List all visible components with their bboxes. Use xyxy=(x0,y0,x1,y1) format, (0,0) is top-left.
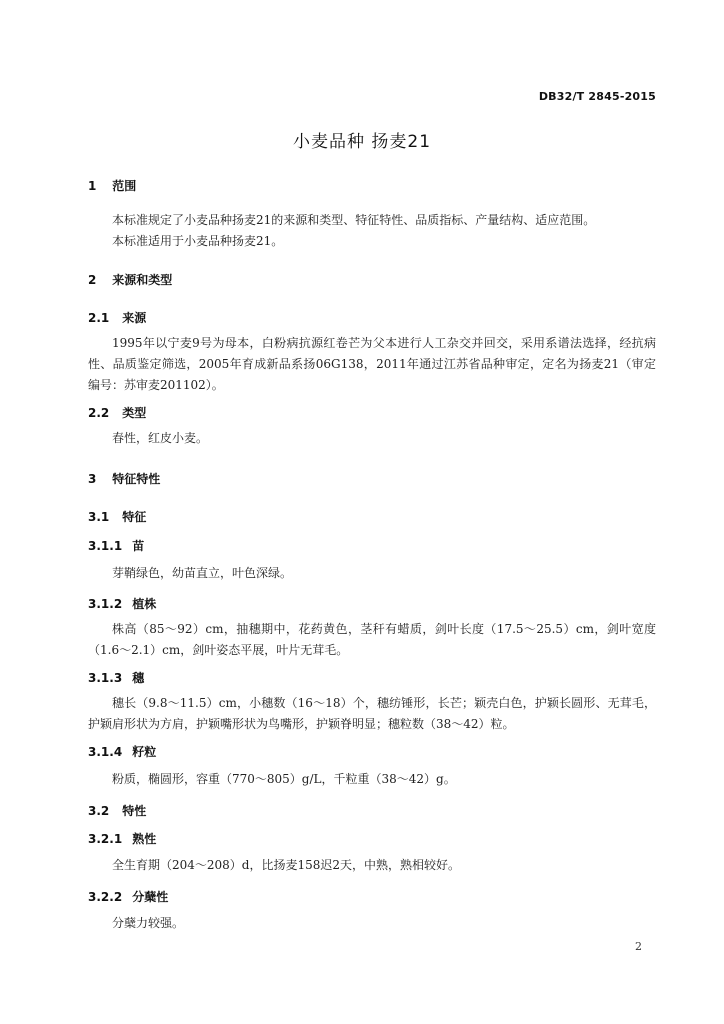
heading-3-1-4-title: 籽粒 xyxy=(132,745,157,759)
seedling-paragraph: 芽鞘绿色，幼苗直立，叶色深绿。 xyxy=(112,566,293,580)
grain-paragraph: 粉质，椭圆形，容重（770～805）g/L，千粒重（38～42）g。 xyxy=(112,772,456,786)
heading-1 xyxy=(88,177,136,194)
heading-2-1 xyxy=(88,309,146,326)
heading-3-2-1-title: 熟性 xyxy=(132,832,157,846)
tillering-paragraph: 分蘖力较强。 xyxy=(112,916,185,930)
page-number: 2 xyxy=(635,940,642,953)
heading-3-1-1 xyxy=(88,537,144,554)
heading-2-2-title: 类型 xyxy=(122,406,147,420)
heading-3-1-3-number: 3.1.3 xyxy=(88,671,123,685)
heading-3-1-3-title: 穗 xyxy=(132,671,145,685)
standard-code: DB32/T 2845-2015 xyxy=(538,90,656,103)
type-paragraph: 春性，红皮小麦。 xyxy=(112,431,209,445)
heading-3-1-3 xyxy=(88,669,144,686)
heading-3-2-2 xyxy=(88,888,168,905)
heading-1-number: 1 xyxy=(88,179,97,193)
heading-3-1-2-title: 植株 xyxy=(132,597,157,611)
heading-2-2-number: 2.2 xyxy=(88,406,110,420)
scope-paragraph-2: 本标准适用于小麦品种扬麦21。 xyxy=(112,234,284,248)
heading-3 xyxy=(88,470,160,487)
heading-2 xyxy=(88,271,172,288)
heading-3-1 xyxy=(88,508,146,525)
heading-3-title: 特征特性 xyxy=(112,472,161,486)
heading-2-title: 来源和类型 xyxy=(112,273,173,287)
heading-3-1-1-title: 苗 xyxy=(132,539,145,553)
heading-3-1-number: 3.1 xyxy=(88,510,110,524)
heading-3-2-title: 特性 xyxy=(122,804,147,818)
heading-3-1-2-number: 3.1.2 xyxy=(88,597,123,611)
heading-1-title: 范围 xyxy=(112,179,137,193)
heading-2-1-title: 来源 xyxy=(122,311,147,325)
heading-3-2-number: 3.2 xyxy=(88,804,110,818)
heading-3-2-2-number: 3.2.2 xyxy=(88,890,123,904)
maturity-paragraph: 全生育期（204～208）d，比扬麦158迟2天，中熟，熟相较好。 xyxy=(112,858,461,872)
heading-3-2-1-number: 3.2.1 xyxy=(88,832,123,846)
plant-paragraph: 株高（85～92）cm，抽穗期中，花药黄色，茎秆有蜡质，剑叶长度（17.5～25.5）cm，剑叶宽度（1.6～2.1）cm，剑叶姿态平展，叶片无茸毛。 xyxy=(88,622,656,657)
heading-3-1-4-number: 3.1.4 xyxy=(88,745,123,759)
heading-3-1-1-number: 3.1.1 xyxy=(88,539,123,553)
page-title: 小麦品种 扬麦21 xyxy=(292,132,432,152)
heading-3-1-title: 特征 xyxy=(122,510,147,524)
heading-2-2 xyxy=(88,404,146,421)
heading-2-number: 2 xyxy=(88,273,97,287)
scope-paragraph-1: 本标准规定了小麦品种扬麦21的来源和类型、特征特性、品质指标、产量结构、适应范围。 xyxy=(112,213,596,227)
heading-2-1-number: 2.1 xyxy=(88,311,110,325)
spike-paragraph: 穗长（9.8～11.5）cm，小穗数（16～18）个，穗纺锤形，长芒；颖壳白色，护颖长圆形、无茸毛，护颖肩形状为方肩，护颖嘴形状为鸟嘴形，护颖脊明显；穗粒数（38～42）粒。 xyxy=(88,696,656,731)
heading-3-1-4 xyxy=(88,743,156,760)
heading-3-2-1 xyxy=(88,830,156,847)
heading-3-2 xyxy=(88,802,146,819)
heading-3-1-2 xyxy=(88,595,156,612)
source-paragraph: 1995年以宁麦9号为母本，白粉病抗源红卷芒为父本进行人工杂交并回交，采用系谱法选择，经抗病性、品质鉴定筛选，2005年育成新品系扬06G138，2011年通过江苏省品种审定，定名为扬麦21（审定编号：苏审麦201102）。 xyxy=(88,336,656,392)
heading-3-number: 3 xyxy=(88,472,97,486)
heading-3-2-2-title: 分蘖性 xyxy=(132,890,169,904)
